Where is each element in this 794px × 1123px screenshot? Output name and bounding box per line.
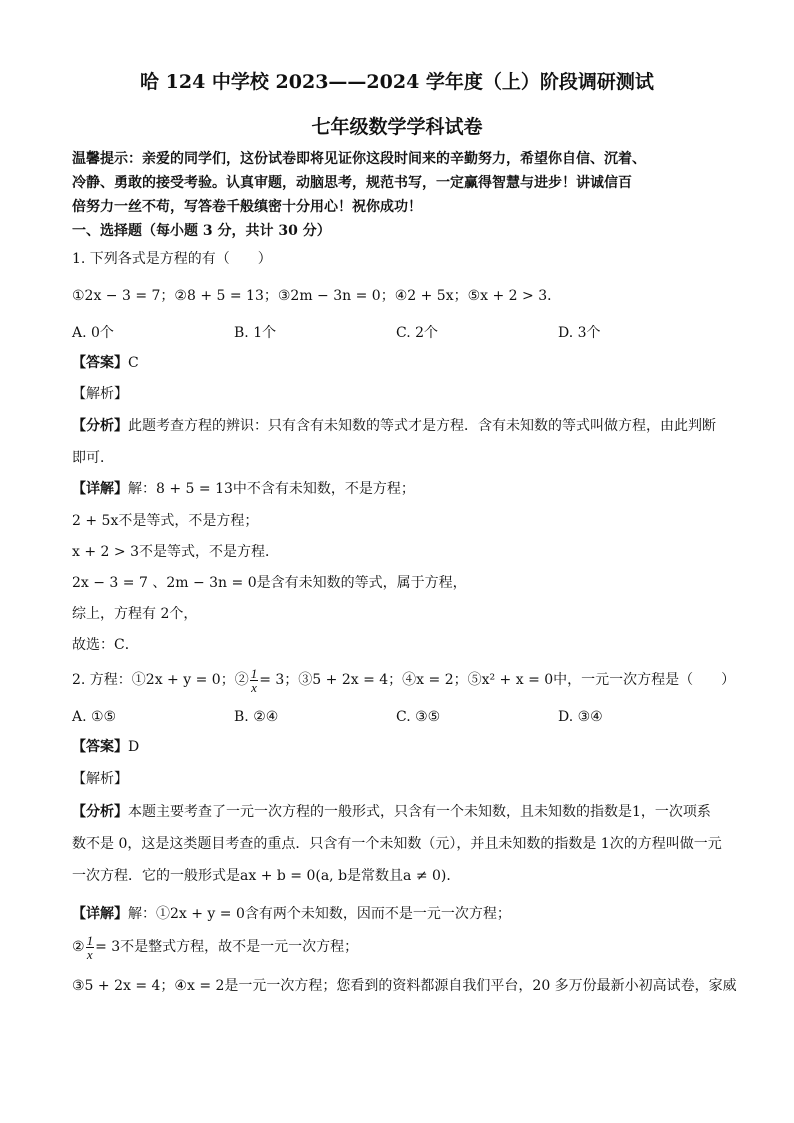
notice-line-1: 温馨提示：亲爱的同学们，这份试卷即将见证你这段时间来的辛勤努力，希望你自信、沉着、 [72,151,646,167]
q2-fraction-numerator: 1 [250,665,258,681]
q2-fenxi-text-2: 数不是 0，这是这类题目考查的重点．只含有一个未知数（元），并且未知数的指数是 1次的方程叫做一元 [72,836,722,852]
q1-detail-4: 2x − 3 = 7 、2m − 3n = 0是含有未知数的等式，属于方程， [72,575,467,591]
q2-fraction [250,667,259,694]
q1-answer-label: 【答案】 [72,355,128,371]
q1-option-a: A. 0个 [72,325,114,341]
q2-detail [72,905,511,923]
q1-items: ①2x − 3 = 7；②8 + 5 = 13；③2m − 3n = 0；④2 + 5x；⑤x + 2 > 3． [72,288,562,304]
q2-option-c: C. ③⑤ [396,709,441,725]
notice-line-2: 冷静、勇敢的接受考验。认真审题，动脑思考，规范书写，一定赢得智慧与进步！讲诚信百 [72,175,632,191]
q1-option-c: C. 2个 [396,325,439,341]
q2-answer-value: D [128,739,140,755]
q2-answer [72,738,139,756]
q2-fenxi-text-3: 一次方程．它的一般形式是ax + b = 0(a, b是常数且a ≠ 0)． [72,868,461,884]
q2-detail-3: ③5 + 2x = 4；④x = 2是一元一次方程；您看到的资料都源自我们平台，20 多万份最新小初高试卷，家威 [72,978,737,994]
q2-fenxi-label: 【分析】 [72,804,128,820]
q1-answer [72,354,139,372]
q2-fenxi [72,803,711,821]
q2-fenxi-text-1: 本题主要考查了一元一次方程的一般形式，只含有一个未知数，且未知数的指数是1，一次项系 [128,804,711,820]
section-heading: 一、选择题（每小题 3 分，共计 30 分） [72,223,331,239]
q2-detail-label: 【详解】 [72,906,128,922]
q2-detail-fraction [86,934,95,961]
q2-stem-post: = 3；③5 + 2x = 4；④x = 2；⑤x² + x = 0中，一元一次方程是（ ） [259,672,736,688]
q2-detail-2-pre: ② [72,939,85,955]
q2-detail-fraction-denominator: x [86,946,93,962]
q2-option-b: B. ②④ [234,709,279,725]
q1-fenxi [72,417,716,435]
q1-fenxi-text-2: 即可． [72,450,114,466]
q1-detail-3: x + 2 > 3不是等式，不是方程． [72,544,279,560]
q1-stem: 1. 下列各式是方程的有（ ） [72,251,272,267]
q2-option-a: A. ①⑤ [72,709,117,725]
q1-detail-label: 【详解】 [72,481,128,497]
q2-detail-1: 解：①2x + y = 0含有两个未知数，因而不是一元一次方程； [128,906,511,922]
q1-detail-6: 故选：C． [72,637,139,653]
q1-option-b: B. 1个 [234,325,277,341]
q1-detail-2: 2 + 5x不是等式，不是方程； [72,513,259,529]
q1-detail-1: 解：8 + 5 = 13中不含有未知数，不是方程； [128,481,415,497]
q2-stem [72,665,735,695]
q2-option-d: D. ③④ [558,709,603,725]
q1-fenxi-label: 【分析】 [72,418,128,434]
q1-fenxi-text-1: 此题考查方程的辨识：只有含有未知数的等式才是方程．含有未知数的等式叫做方程，由此判断 [128,418,716,434]
q2-fraction-denominator: x [251,679,257,695]
exam-subtitle: 七年级数学学科试卷 [311,116,483,138]
notice-line-3: 倍努力一丝不苟，写答卷千般缜密十分用心！祝你成功！ [72,199,422,215]
q2-detail-2-post: = 3不是整式方程，故不是一元一次方程； [95,939,359,955]
q2-stem-pre: 2. 方程：①2x + y = 0；② [72,672,249,688]
q1-detail-5: 综上，方程有 2个， [72,606,198,622]
q1-answer-value: C [128,355,139,371]
q1-analysis-label: 【解析】 [72,386,128,402]
q1-detail [72,480,415,498]
q2-answer-label: 【答案】 [72,739,128,755]
q2-analysis-label: 【解析】 [72,771,128,787]
exam-title: 哈 124 中学校 2023——2024 学年度（上）阶段调研测试 [140,71,654,93]
q1-option-d: D. 3个 [558,325,601,341]
q2-detail-2 [72,932,358,962]
q2-detail-fraction-numerator: 1 [86,932,94,948]
